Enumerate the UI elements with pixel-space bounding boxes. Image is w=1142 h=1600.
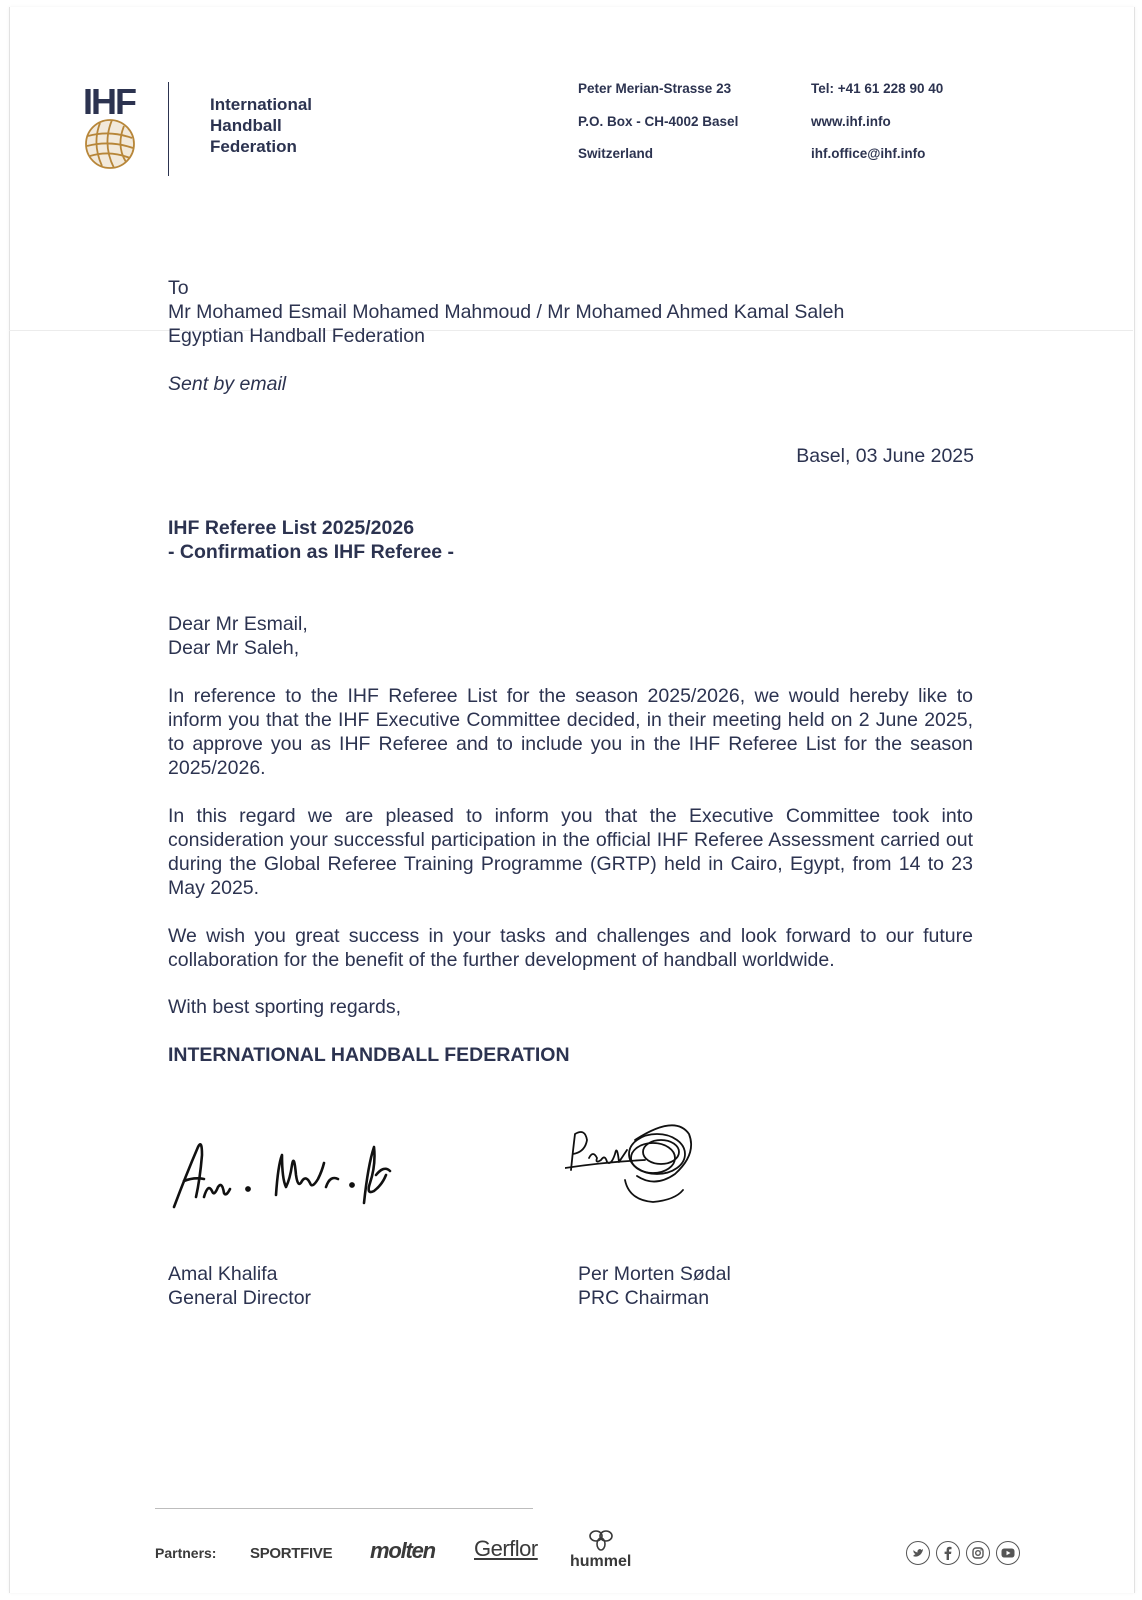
signatory-title: General Director [168, 1287, 312, 1309]
youtube-icon[interactable] [996, 1541, 1020, 1565]
letter-page [9, 7, 1135, 1593]
address-street: Peter Merian-Strasse 23 [578, 81, 732, 96]
twitter-icon[interactable] [906, 1541, 930, 1565]
closing: With best sporting regards, [168, 996, 402, 1018]
ihf-logo-icon [80, 80, 140, 180]
org-name [210, 94, 312, 157]
recipient-names: Mr Mohamed Esmail Mohamed Mahmoud / Mr Mohamed Ahmed Kamal Saleh [168, 301, 845, 323]
salutation-line: Dear Mr Saleh, [168, 637, 300, 659]
signatory-title: PRC Chairman [578, 1287, 710, 1309]
instagram-icon[interactable] [966, 1541, 990, 1565]
recipient-organisation: Egyptian Handball Federation [168, 325, 425, 347]
signature-per-morten-sodal [565, 1110, 715, 1220]
contact-email[interactable]: ihf.office@ihf.info [811, 146, 926, 161]
salutation-line: Dear Mr Esmail, [168, 613, 308, 635]
sender-organisation: INTERNATIONAL HANDBALL FEDERATION [168, 1044, 570, 1066]
address-country: Switzerland [578, 146, 654, 161]
partner-logo-sportfive: SPORTFIVE [250, 1545, 333, 1562]
body-paragraph: In reference to the IHF Referee List for the season 2025/2026, we would hereby like to inform you that the IHF Executive Committee decided, in their meeting held on 2 June 2025, to approve you as IHF Referee and to include you in the IHF Referee List for the season 2025/2026. [168, 685, 973, 779]
org-name-line: Handball [210, 116, 282, 135]
partner-logo-hummel-text: hummel [570, 1553, 632, 1570]
partner-logo-gerflor: Gerflor [474, 1536, 538, 1561]
footer-divider [155, 1508, 533, 1509]
subject-line-2: - Confirmation as IHF Referee - [168, 541, 455, 563]
hummel-bee-icon [588, 1528, 614, 1552]
partners-label: Partners: [155, 1545, 217, 1561]
facebook-icon[interactable] [936, 1541, 960, 1565]
body-paragraph: We wish you great success in your tasks and challenges and look forward to our future collaboration for the benefit of the further development of handball worldwide. [168, 925, 973, 971]
recipient-to: To [168, 277, 189, 299]
address-pobox: P.O. Box - CH-4002 Basel [578, 114, 739, 129]
svg-text:IHF: IHF [83, 81, 135, 122]
body-paragraph: In this regard we are pleased to inform you that the Executive Committee took into consideration your successful participation in the official IHF Referee Assessment carried out during the Global Referee Training Programme (GRTP) held in Cairo, Egypt, from 14 to 23 May 2025. [168, 805, 973, 899]
delivery-method: Sent by email [168, 373, 287, 395]
logo-divider [168, 82, 169, 176]
signatory-name: Amal Khalifa [168, 1263, 278, 1285]
signatory-name: Per Morten Sødal [578, 1263, 731, 1285]
org-name-line: Federation [210, 137, 297, 156]
partner-logo-molten: molten [370, 1538, 435, 1563]
signature-amal-khalifa [168, 1135, 398, 1215]
contact-website[interactable]: www.ihf.info [811, 114, 891, 129]
org-name-line: International [210, 95, 313, 114]
subject-line-1: IHF Referee List 2025/2026 [168, 517, 415, 539]
contact-phone: Tel: +41 61 228 90 40 [811, 81, 944, 96]
date-line: Basel, 03 June 2025 [796, 445, 974, 467]
partner-logo-hummel [570, 1528, 634, 1572]
